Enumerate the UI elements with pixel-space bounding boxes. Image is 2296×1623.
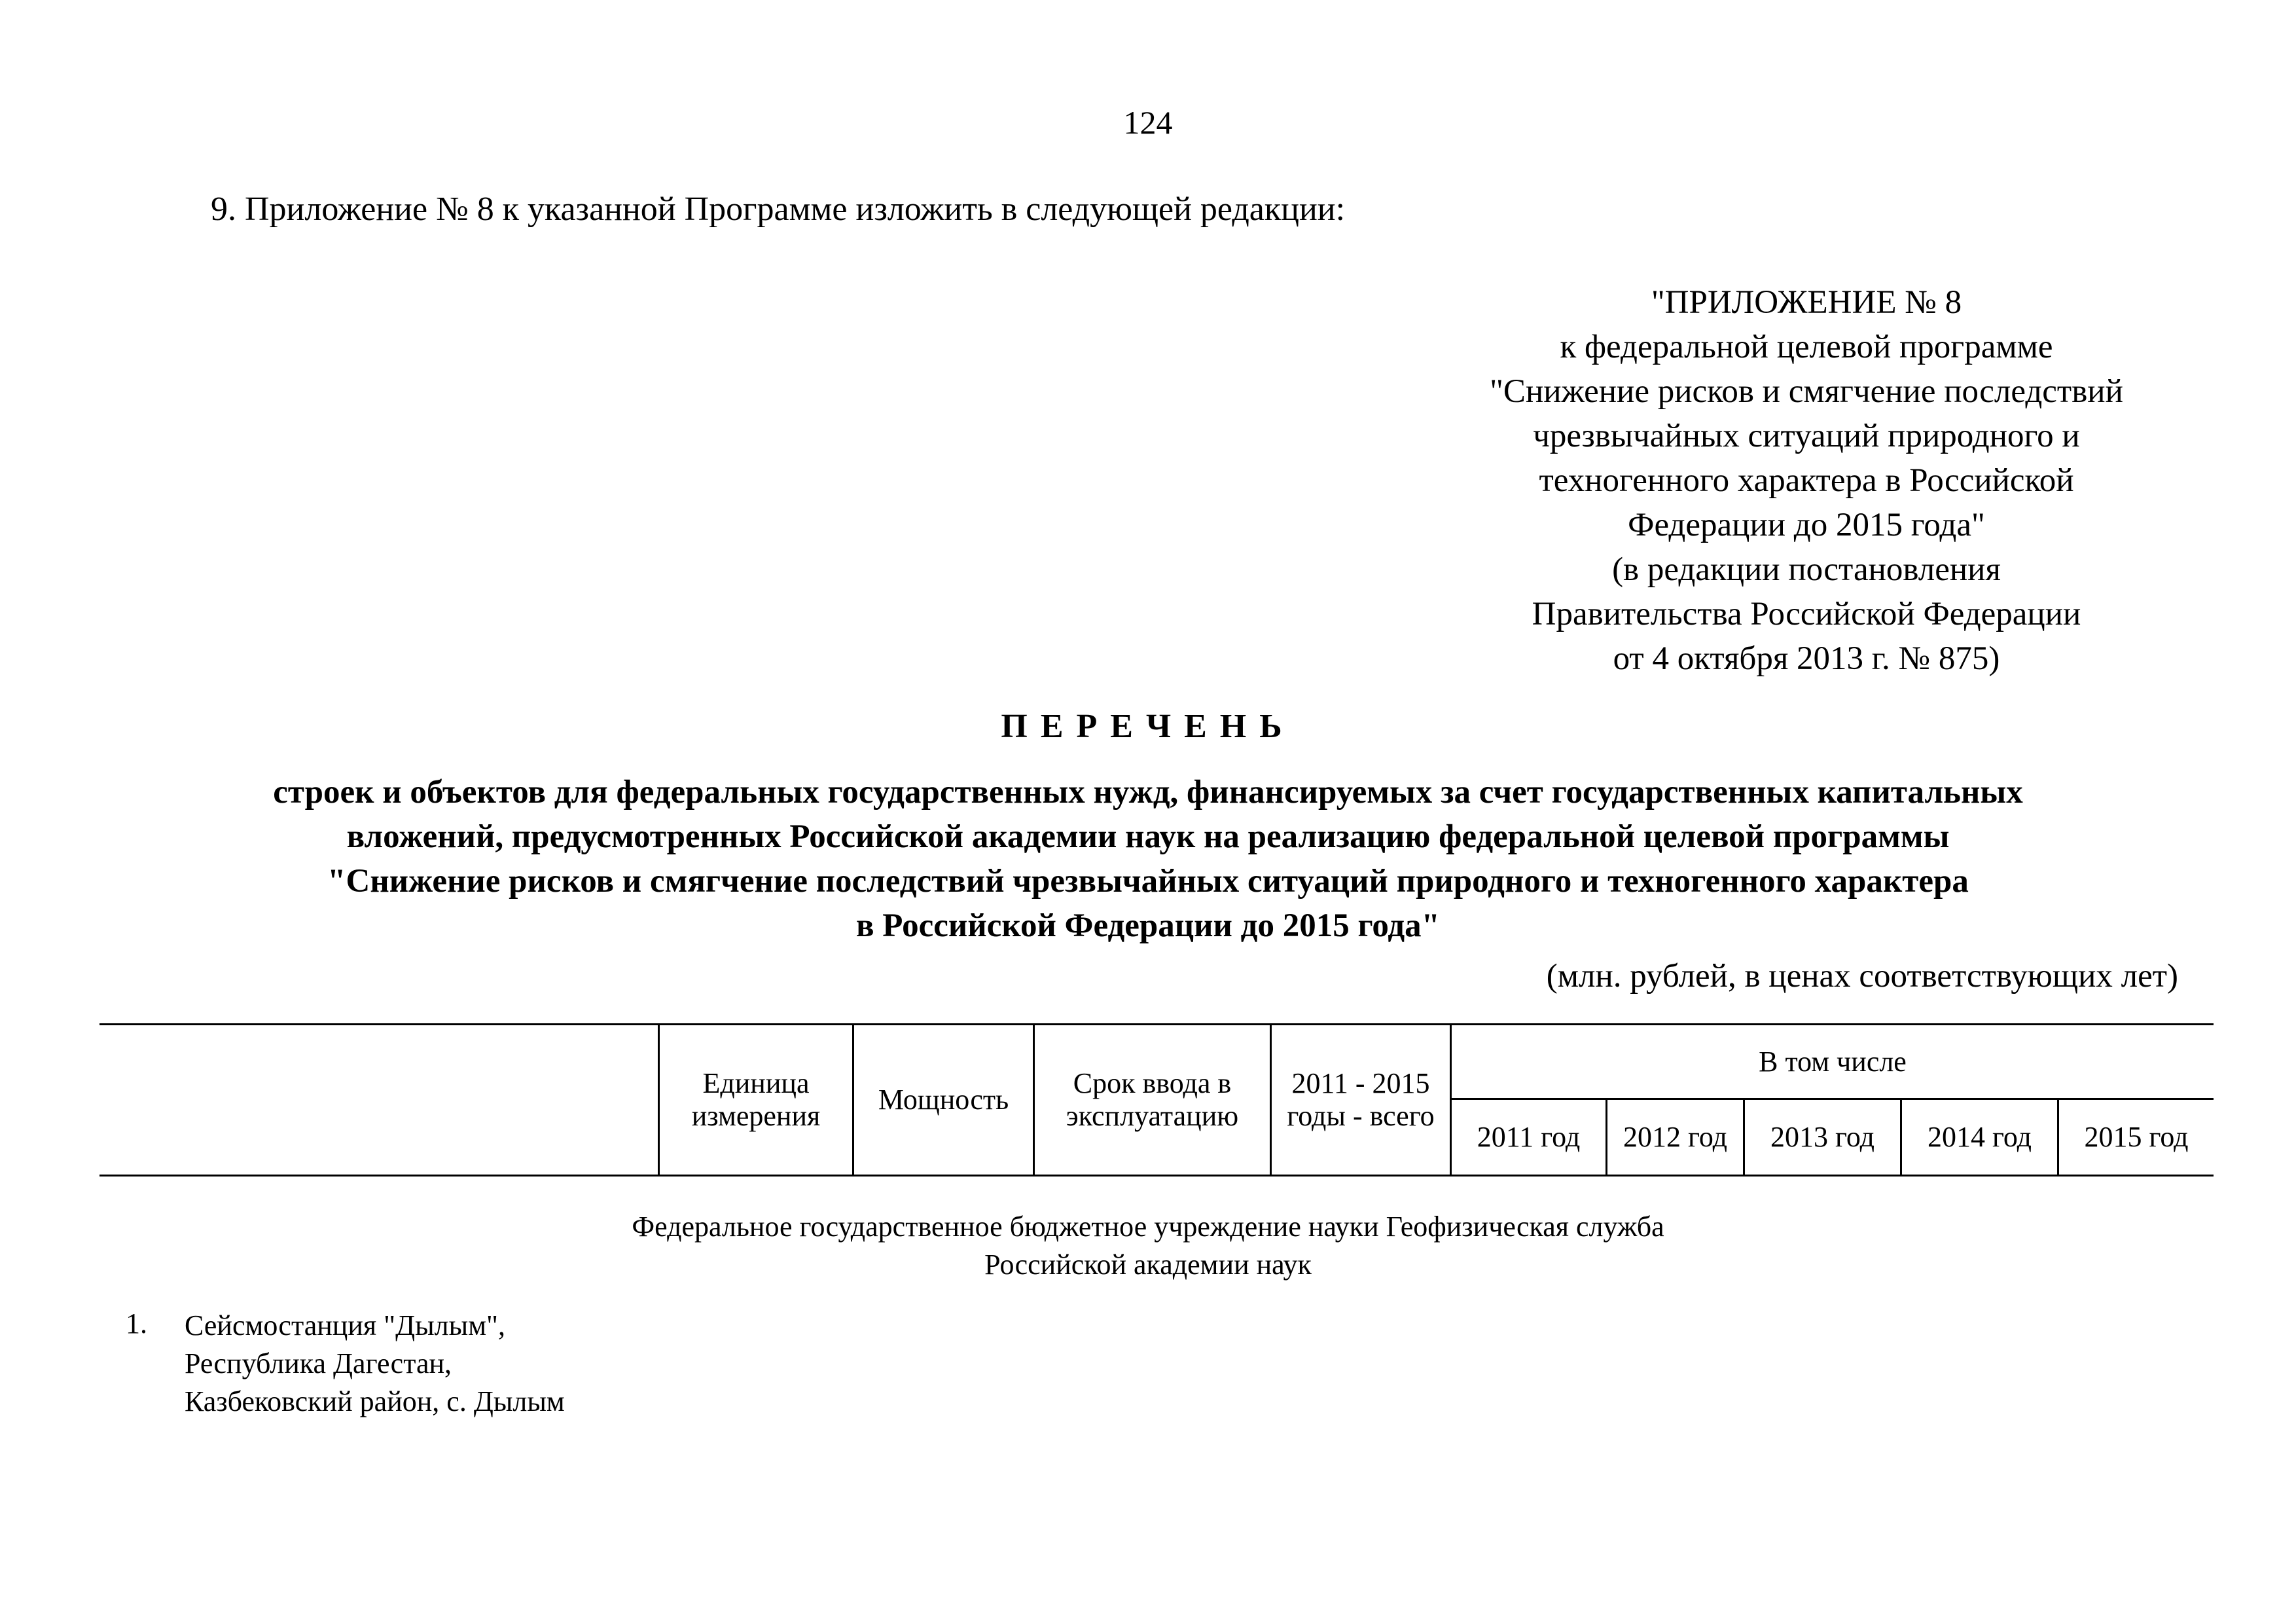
header-total: 2011 - 2015 годы - всего [1287,1067,1435,1132]
header-including: В том числе [1759,1045,1907,1078]
item-line: Казбековский район, с. Дылым [185,1385,565,1417]
units-note: (млн. рублей, в ценах соответствующих лет) [1546,958,2178,994]
header-year-2013: 2013 год [1770,1121,1875,1153]
appendix-header [1420,280,2193,681]
page-number: 124 [1123,104,1173,141]
document-title: ПЕРЕЧЕНЬ [1001,708,1295,745]
appendix-line: (в редакции постановления [1612,551,2001,588]
appendix-line: к федеральной целевой программе [1560,329,2053,365]
header-year-2011: 2011 год [1477,1121,1581,1153]
intro-paragraph: 9. Приложение № 8 к указанной Программе изложить в следующей редакции: [211,191,1346,228]
organization-line: Федеральное государственное бюджетное учреждение науки Геофизическая служба [632,1211,1664,1243]
header-unit: Единица измерения [691,1067,821,1132]
header-year-2012: 2012 год [1623,1121,1728,1153]
item-number: 1. [126,1307,147,1340]
header-commissioning: Срок ввода в эксплуатацию [1066,1067,1239,1132]
item-line: Сейсмостанция "Дылым", [185,1309,505,1341]
appendix-line: Правительства Российской Федерации [1532,596,2081,632]
document-subtitle [0,770,2296,948]
appendix-line: "Снижение рисков и смягчение последствий [1490,373,2123,410]
appendix-line: Федерации до 2015 года" [1628,507,1985,543]
header-year-2015: 2015 год [2084,1121,2189,1153]
subtitle-line: "Снижение рисков и смягчение последствий чрезвычайных ситуаций природного и техногенного характера [327,863,1969,900]
item-line: Республика Дагестан, [185,1347,452,1379]
appendix-line: "ПРИЛОЖЕНИЕ № 8 [1651,284,1962,321]
subtitle-line: в Российской Федерации до 2015 года" [855,907,1440,944]
header-capacity: Мощность [878,1084,1009,1116]
appendix-line: от 4 октября 2013 г. № 875) [1613,640,2000,677]
header-year-2014: 2014 год [1927,1121,2032,1153]
subtitle-line: вложений, предусмотренных Российской академии наук на реализацию федеральной целевой программы [346,818,1950,855]
appendix-line: чрезвычайных ситуаций природного и [1533,418,2080,454]
organization-heading [0,1208,2296,1284]
subtitle-line: строек и объектов для федеральных государственных нужд, финансируемых за счет государственных капитальных [273,774,2023,811]
organization-line: Российской академии наук [984,1249,1312,1281]
appendix-line: техногенного характера в Российской [1539,462,2074,499]
item-description [185,1307,565,1421]
table-header-bottom-border [99,1175,2214,1176]
